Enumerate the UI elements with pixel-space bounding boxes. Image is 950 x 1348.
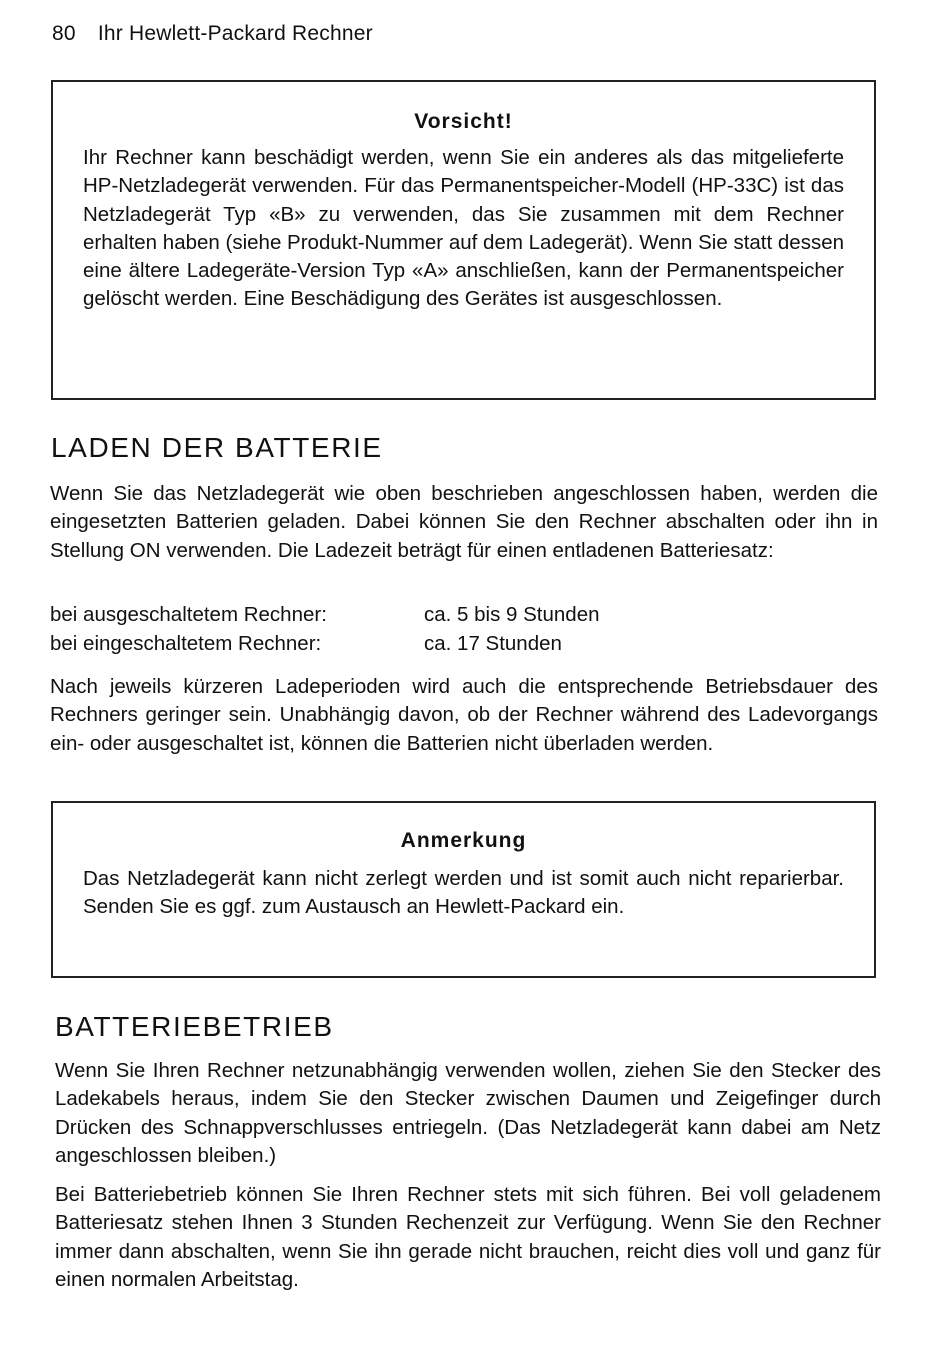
charge-time-row [50,600,600,629]
charge-time-value: ca. 17 Stunden [424,632,562,655]
caution-title: Vorsicht! [414,110,513,133]
caution-text: Ihr Rechner kann beschädigt werden, wenn Sie ein anderes als das mitgelieferte HP-Netzladegerät verwenden. Für das Permanentspeicher-Modell (HP-33C) ist das Netzladegerät Typ «B» zu verwenden, das Sie zusammen mit dem Rechner erhalten haben (siehe Produkt-Nummer auf dem Ladegerät). Wenn Sie statt dessen eine ältere Ladegeräte-Version Typ «A» anschließen, kann der Permanentspeicher gelöscht werden. Eine Beschädigung des Gerätes ist ausgeschlossen. [83,146,844,311]
battery-para-2: Bei Batteriebetrieb können Sie Ihren Rechner stets mit sich führen. Bei voll geladenem Batteriesatz stehen Ihnen 3 Stunden Rechenzeit zur Verfügung. Wenn Sie den Rechner immer dann abschalten, wenn Sie ihn gerade nicht brauchen, reicht dies voll und ganz für einen normalen Arbeitstag. [55,1183,881,1291]
battery-para-1: Wenn Sie Ihren Rechner netzunabhängig verwenden wollen, ziehen Sie den Stecker des Ladekabels heraus, indem Sie den Stecker zwischen Daumen und Zeigefinger durch Drücken des Schnappverschlusses entriegeln. (Das Netzladegerät kann dabei am Netz angeschlossen bleiben.) [55,1059,881,1167]
charge-time-table [50,600,600,658]
running-title: Ihr Hewlett-Packard Rechner [97,22,373,45]
charging-after: Nach jeweils kürzeren Ladeperioden wird auch die entsprechende Betriebsdauer des Rechners geringer sein. Unabhängig davon, ob der Rechner während des Ladevorgangs ein- oder ausgeschaltet ist, können die Batterien nicht überladen werden. [50,675,878,755]
charging-intro: Wenn Sie das Netzladegerät wie oben beschrieben angeschlossen haben, werden die eingesetzten Batterien geladen. Dabei können Sie den Rechner abschalten oder ihn in Stellung ON verwenden. Die Ladezeit beträgt für einen entladenen Batteriesatz: [50,482,878,562]
note-text: Das Netzladegerät kann nicht zerlegt werden und ist somit auch nicht reparierbar. Senden Sie es ggf. zum Austausch an Hewlett-Packard ein. [83,867,844,919]
note-title: Anmerkung [400,829,527,852]
charge-time-row [50,629,600,658]
running-header [52,22,373,46]
charge-time-value: ca. 5 bis 9 Stunden [424,603,600,626]
charge-time-label: bei ausgeschaltetem Rechner: [50,603,327,626]
battery-heading: BATTERIEBETRIEB [55,1011,334,1042]
charge-time-label: bei eingeschaltetem Rechner: [50,632,322,655]
note-box [51,801,876,978]
caution-box [51,80,876,400]
charging-heading: LADEN DER BATTERIE [51,432,383,463]
page-number: 80 [52,22,76,45]
